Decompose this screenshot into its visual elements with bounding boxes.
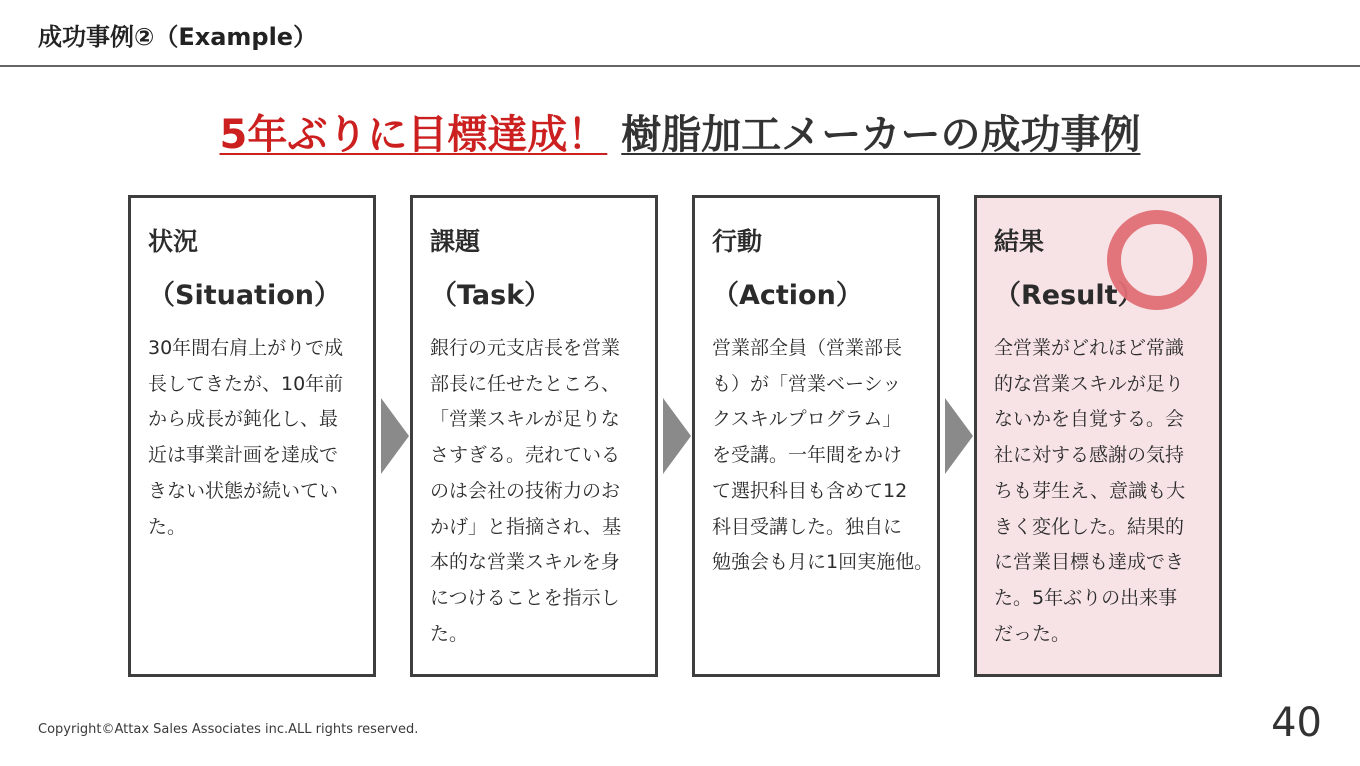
- arrow-right-icon: [663, 398, 691, 474]
- card-subtitle: （Action）: [712, 280, 863, 311]
- arrow-right-icon: [381, 398, 409, 474]
- circle-mark-icon: [1107, 210, 1207, 310]
- card-body: 30年間右肩上がりで成 長してきたが、10年前 から成長が鈍化し、最 近は事業計画を達成で きない状態が続いてい た。: [148, 337, 344, 538]
- card-title: 状況: [148, 227, 199, 256]
- card-title: 行動: [712, 227, 763, 256]
- card-subtitle: （Result）: [994, 280, 1145, 311]
- card-body: 全営業がどれほど常識 的な営業スキルが足り ないかを自覚する。会 社に対する感謝の気持 ちも芽生え、意識も大 きく変化した。結果的 に営業目標も達成でき た。5年ぶりの出来事 だった。: [994, 337, 1186, 645]
- card-subtitle: （Task）: [430, 280, 552, 311]
- headline-red-part: 5年ぶりに目標達成！: [219, 112, 608, 158]
- headline-dark-part: 樹脂加工メーカーの成功事例: [621, 112, 1141, 158]
- page-number: 40: [1271, 700, 1322, 746]
- arrow-right-icon: [945, 398, 973, 474]
- card-body: 営業部全員（営業部長 も）が「営業ベーシッ クスキルプログラム」 を受講。一年間をかけ て選択科目も含めて12 科目受講した。独自に 勉強会も月に1回実施他。: [712, 337, 934, 574]
- card-body: 銀行の元支店長を営業 部長に任せたところ、 「営業スキルが足りな さすぎる。売れている のは会社の技術力のお かげ」と指摘され、基 本的な営業スキルを身 につけることを指示し た。: [430, 337, 622, 645]
- footer-copyright: Copyright©Attax Sales Associates inc.ALL rights reserved.: [38, 722, 419, 737]
- card-subtitle: （Situation）: [148, 280, 341, 311]
- card-title: 課題: [430, 227, 481, 256]
- card-title: 結果: [994, 227, 1045, 256]
- card-task: [410, 195, 658, 677]
- slide-header-title: 成功事例②（Example）: [38, 23, 318, 51]
- slide-header: [0, 0, 1360, 67]
- card-situation: [128, 195, 376, 677]
- headline: [0, 110, 1360, 160]
- card-action: [692, 195, 940, 677]
